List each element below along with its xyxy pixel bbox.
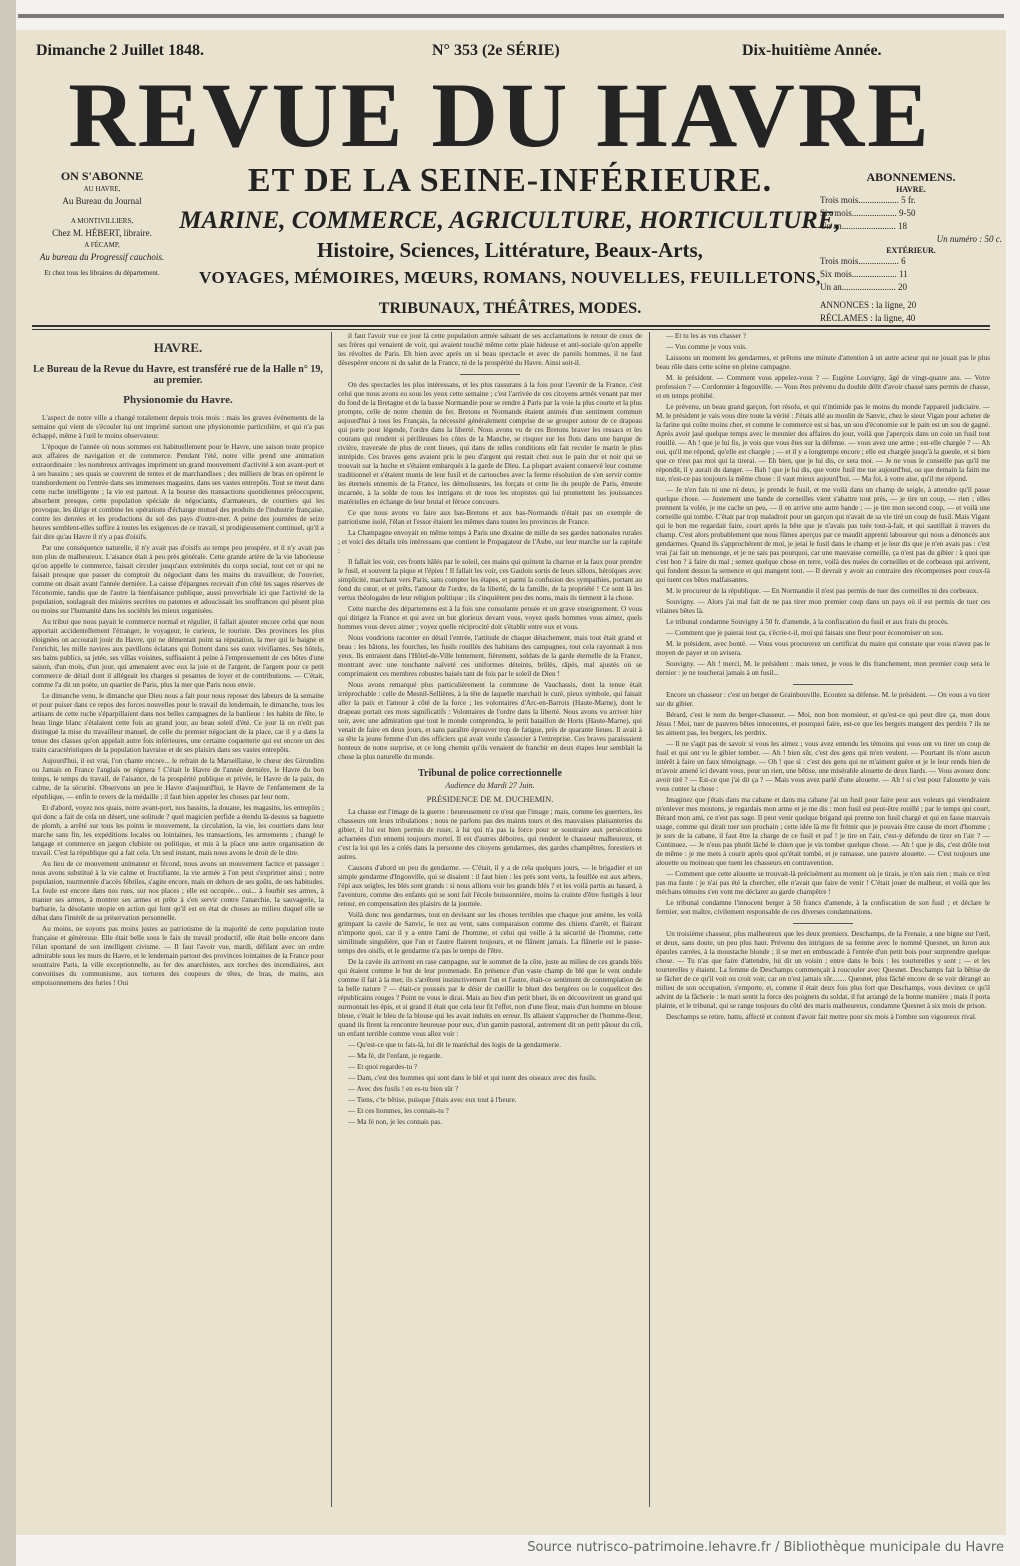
price-line: Trois mois.................. 6: [820, 256, 906, 266]
separator: [793, 684, 853, 685]
paragraph: On des spectacles les plus intéressans, et les plus rassurans à la fois pour l'avenir de la France, c'est celui que nous avons eu sous les yeux cette semaine ; c'est l'arrivée de ces citoyens armés venant par mer du fond de la Bretagne et de la basse Normandie pour se rendre à Paris par la voie la plus courte et la plus prompte, celle de notre chemin de fer. Bretons et Normands étaient animés d'un sentiment commun aujourd'hui à tous les Français, la nécessité généralement comprise de se grouper autour de ce drapeau qui porte pour légende, l'ordre dans la liberté. Nous avons vu de ces Bretons braver les ressacs et les courans qui rendent si périlleuses les côtes de la Manche, se risquer sur les flots dans une barque de rivière, traversée de plus de cent lieues, qui dans de telles conditions eût fait reculer le marin le plus intrépide. Ces braves gens avaient pris le peu d'argent qui restait chez eux le pain dur et noir qui se trouvait sur la huche et s'étaient embarqués à la garde de Dieu. La plupart avaient conservé leur costume traditionnel et s'étaient munis de leur fusil et de cartouches avec la ferme résolution de s'en servir contre les éternels ennemis de la France, les démolisseurs, les forçats et cette lie du peuple de Paris, émeute incarnée, à la solde de tous les intrigans et de tous les utopistes qui lui promettent les jouissances matérielles en échange de leur brutal et féroce concours.: [338, 381, 642, 506]
tribunal-heading: Tribunal de police correctionnelle: [418, 768, 562, 779]
paragraph: L'époque de l'année où nous sommes est habituellement pour le Havre, une saison toute propice aux affaires de navigation et de commerce. Pendant l'été, notre ville prend une animation extraordinaire : les nombreux arrivages impriment un grand mouvement d'activité à son avant-port et à ses bassins ; ses quais se couvrent de tentes et de marchandises ; des milliers de bras en opèrent le transbordement ou l'entrée dans ses immenses magasins, dans ses vastes entrepôts. Tout se meut dans cette ruche intelligente ; la vie est partout. A la bourse des transactions quotidiennes préoccupent, absorbent presque, cette population spéciale de négociants, d'armateurs, de courtiers qui les provoque, les dirige et combine les opérations d'échange mutuel des produits de l'industrie française, contre les denrées et les productions du sol des pays d'outre-mer. A peine des journées de seize heures semblent-elles suffire à toutes les exigences de ce travail, si prodigieusement continuel, qu'il a fait dire qu'au Havre il n'y a pas d'oisifs.: [32, 443, 324, 541]
issue-number: N° 353 (2e SÉRIE): [432, 42, 560, 59]
paragraph: Par une conséquence naturelle, il n'y avait pas d'oisifs au temps peu prospère, et il n'y avait pas non plus de malheureux. L'aisance était à peu près générale. Cette grande artère de la vie laborieuse qu'on appelle le commerce, faisait circuler jusqu'aux extrémités du corps social, tout cet or qui ne faisait presque que passer du comptoir du négociant dans les mains du travailleur, de l'ouvrier, comme on disait avant l'année dernière. La caisse d'épargnes recevait d'un côté les sages réserves de l'économie, tandis que de l'autre la bienfaisance publique, aussi proverbiale ici que l'activité de la population, soulageait des misères secrètes ou patentes et adoucissait les souffrances qui pèsent plus ou moins sur l'humanité dans les sociétés les mieux organisées.: [32, 544, 324, 615]
column-divider: [649, 332, 650, 1507]
paragraph: Cette marche des départemens est à la fois une consolante pensée et un grave enseignement. O vous qui dirigez la France et qui avez un but glorieux devant vous, voyez quels hommes vous aimez, quels hommes vous devez aimer ; voyez quelle réciprocité doit s'établir entre eux et vous.: [338, 605, 642, 631]
paragraph: — Il ne s'agit pas de savoir si vous les aimez ; vous avez entendu les témoins qui vous ont vu tirer un coup de fusil et qui ont vu le gibier tomber. — Ah ! bien sûr, c'est des gens qui m'en veulent. — Pourtant ils n'ont aucun intérêt à faire un faux témoignage. — Oh ! que si : c'est des gens qui ne m'aiment guère et je le leur rends bien de m'avoir amené ici devant vous, pour un rien, une bêtise, une misérable alouette de deux liards. — Vous avouez donc avoir tiré ? — Est-ce que j'ai dit ça ? — Mais vous avez parlé d'une alouette. — Ah ! si c'est pour l'alouette je vais vous conter la chose :: [656, 740, 990, 793]
paragraph: Aujourd'hui, il est vrai, l'on chante encore... le refrain de la Marseillaise, le chœur des Girondins ou Jamais en France l'anglais ne régnera ! C'était le Havre de l'année dernière, le Havre du bon temps, le temps du travail, de l'aisance, de la prospérité publique et privée, le Havre de la paix, du calme, de la sécurité. Observons un peu le Havre d'aujourd'hui, le Havre de l'enfantement de la république, — enfin le revers de la médaille ; il faut bien appeler les choses par leur nom.: [32, 757, 324, 801]
source-credit: Source nutrisco-patrimoine.lehavre.fr / Bibliothèque municipale du Havre: [527, 1540, 1004, 1555]
subscribe-line: AU HAVRE,: [83, 185, 121, 193]
paragraph: Le tribunal condamne l'innocent berger à 50 francs d'amende, à la confiscation de son fusil ; et déclare le fermier, son maître, civilement responsable de ces diverses condamnations.: [656, 899, 990, 916]
paragraph: il faut l'avoir vue ce jour là cette population armée saluant de ses acclamations le retour de ceux de ses frères qui venaient de voir, qui avaient touché même cette plaie hideuse et anti-sociale qu'on appelle les révoltes de Paris. Eh bien avec après un si beau spectacle et avec de pareils hommes, il ne faut désespérer encore ni du salut de la France, ni de la prospérité du Havre. Ainsi soit-il.: [338, 332, 642, 367]
dialogue-line: — Vus comme je vous vois.: [666, 343, 747, 351]
paragraph: De la cavée ils arrivent en rase campagne, sur le sommet de la côte, juste au milieu de ces grands blés qui étaient comme le but de leur promenade. En présence d'un vaste champ de blé que le vent ondule comme il fait à la mer, ils s'arrêtent instinctivement l'un et l'autre, était-ce sentiment de contemplation de la belle nature ? — était-ce poussés par le désir de cueillir le bluet des bergères ou le coquelicot des républicains rouges ? Point ne vous le dirai. Mais au lieu d'un petit bluet, ils en découvrirent un grand qui surmontait les épis, et si grand il était que cela leur fit l'effet, non d'une fleur, mais d'un homme en blouse bleue, c'était le bleu de la blouse qui les avait induits en erreur. Ils allaient s'approcher de l'homme-fleur, quand ils firent la rencontre heureuse pour eux, d'un gamin pastoral, autrement dit un petit pâtour du crû, un enfant terrible comme vous allez voir :: [338, 958, 642, 1038]
column-2: [338, 332, 642, 1507]
ads-price: ANNONCES : la ligne, 20: [820, 300, 917, 310]
paragraph: Au moins, ne soyons pas moins justes au patriotisme de la majorité de cette population toute française et généreuse. Elle était belle sous le faix du travail productif, elle était belle encore dans l'élan spontané de son intelligent civisme. — Il faut l'avoir vue, mardi, défilant avec un ordre admirable sous les murs du Havre, et le lendemain partout des provinces lointaines de la France pour soustraire Paris, la ville exceptionnelle, au fer des anarchistes, aux torches des incendiaires, aux convoitises du communisme, aux tortures des coupeurs de têtes, de bras, de mains, aux empoisonnemens des furies ! Oui: [32, 925, 324, 987]
subscribe-line: A MONTIVILLIERS,: [70, 217, 134, 225]
price-line: Un an........................ 18: [820, 221, 907, 231]
single-issue-price: Un numéro : 50 c.: [936, 234, 1002, 244]
paragraph: Au tribut que nous payait le commerce normal et régulier, il fallait ajouter encore celui que nous apportait accidentellement l'étranger, le voyageur, le curieux, le touriste. Des provinces les plus éloignées on accourait jouir du Havre, qui ne démentait point sa réputation, la mer qui le baigne et l'enrichit, les mille navires aux pavillons éclatans qui flottent dans ses eaux vivifiantes. Ses hôtels, ses bains publics, sa jetée, ses villas voisines, suffisaient à peine à l'empressement de ces hôtes d'une saison, d'un mois, d'un jour, qui amenaient avec eux la joie et de l'argent, de l'argent pour ce petit commerce de détail dont il allégeait les charges si pesantes de loyer et de contributions. — C'était, comme l'a dit un poète, un quartier de Paris, plus la mer que Paris nous envie.: [32, 618, 324, 689]
dialogue-line: — Qu'est-ce que tu fais-là, lui dit le maréchal des logis de la gendarmerie.: [348, 1041, 562, 1049]
paragraph: Imaginez que j'étais dans ma cabane et dans ma cabane j'ai un fusil pour faire peur aux voleurs qui viendraient m'enlever mes moutons, je regardais mon arme et je me dis : mon fusil est peut-être rouillé ; par le temps qui court, Bérard mon ami, ce n'est pas sage. Il peut venir quelque brigand qui prenne ton fusil chargé et qui en fasse mauvais usage, comme qui dirait tuer son prochain ; cette idée là me fit frémir que je pouvais être cause de mort d'homme ; je sors de la cabane, il faut être la charge de ce fusil et paf ! je tire en l'air, c'est-y défendu de tirer en l'air ? — Continuez. — Je n'eus pas plutôt lâché le chien que je vis tomber quelque chose. — Ah ! que je dis, c'est drôle tout de même : je me mets à courir après quoi qu'était tombé, et je ramasse, une pauvre alouette. — C'est toujours une alouette ou moineau que tuent les chasseurs en contravention.: [656, 796, 990, 867]
paragraph: — Je n'en fais ni une ni deux, je prends le fusil, et me voilà dans un champ de seigle, à attendre qu'il passe quelque chose. — Justement une bande de corneilles vient s'abattre tout près, — je tire un coup, — rien ; elles prennent la volée, je me cache un peu, — il en arrive une autre bande ; — je tire mon second coup, — et voilà une corneille qui tombe. C'était par trop maladroit pour un garçon qui n'avait de sa vie tiré un coup de fusil. Mais Vigant qui le bon me regardait faire, court après la bête que je n'avais pas tuée tout-à-fait, et qui sautillait à travers du champ. C'est alors probablement que nous fûmes aperçus par ce maudit apprenti laboureur qui nous a dénoncés aux gendarmes. Quand ils s'approchèrent de moi, je jetai le fusil dans le champ et je leur dis que je n'en avais pas : c'est vrai j'ai fait un mensonge, et je ne sais pas pourquoi, car une mauvaise corneille, ça n'est pas du gibier : à quoi que c'est bon ? à faire du mal ; semez quelque chose en terre, voilà des nuées de corneilles et de corbeaux qui arrivent, qui fondent dessus la semence et qui mangent tout. — Il devrait y avoir au contraire des récompenses pour ceux-là qui tuent ces bêtes malfaisantes.: [656, 486, 990, 584]
dialogue-line: — Ma fé, dit l'enfant, je regarde.: [348, 1052, 443, 1060]
dialogue-line: — Avec des fusils ! en es-tu bien sûr ?: [348, 1085, 459, 1093]
dialogue-line: — Et quoi regardes-tu ?: [348, 1063, 418, 1071]
dialogue-line: — Et tu les as vus chasser ?: [666, 332, 747, 340]
paragraph: Deschamps se retire, battu, affecté et content d'avoir fait mettre pour six mois à l'ombre son vigoureux rival.: [666, 1013, 977, 1021]
header-rule: [32, 325, 990, 327]
paragraph: Nous voudrions raconter en détail l'entrée, l'attitude de chaque détachement, mais tout était grand et beau : les bâtons, les fourches, les fusils rouillés des habitans des campagnes, tout cela rayonnait à nos yeux. Ils entraient dans l'Hôtel-de-Ville lentement, fièrement, soldats de la garde éternelle de la France, montrant avec une touchante naïveté ces uniformes déteints, brûlés, râpés, mal ajustés où se comprimaient ces membres robustes baisés tant de fois par le soleil de Dieu !: [338, 634, 642, 678]
price-line: Un an........................ 20: [820, 282, 907, 292]
paragraph: Causons d'abord un peu du gendarme. — C'était, il y a de cela quelques jours, — le brigadier et un simple gendarme d'Ingouville, qui se disaient : il faut bien : les prés sont verts, la feuillée est aux arbres, l'épi aux seigles, les blés sont grands : si nous allions voir les grands blés ? et les voilà partis au hasard, à l'aventure, comme des enfants qui se sont fait l'école buissonnière, moins la crainte d'être fustigés à leur retour, en compensation des plaisirs de la journée.: [338, 864, 642, 908]
paragraph: Le prévenu, un beau grand garçon, fort résolu, et qui n'intimide pas le moins du monde l'appareil judiciaire. — M. le président je vais vous dire toute la vérité : J'étais allé au moulin de Sanvic, chez le sieur Vigan pour acheter de la farine qui coûte moins cher, et comme le commerce est si bas, un sou d'économie sur le pain est un sou de gagné. Après avoir jasé quelque temps avec le meunier des affaires du jour, voilà que j'aperçois dans un coin un fusil tout rouillé. — Ah ! que je lui fis, je vois que vous êtes sur la défense. — vous avez une arme ; est-elle chargée ? — Ah oui, qu'il me répond, qu'elle est chargée ; — et il y a longtemps encore ; elle est chargée jusqu'à la gueule, et si bien que ce n'est pas moi qui la tirerai. — Eh bien, que je lui dis, ce sera moi. — Je ne vous le conseille pas qu'il me répondit, il y aurait du danger. — Bah ! que je lui dis, que votre fusil me tue aujourd'hui, ou que demain la faim me tue, n'est-ce pas toujours la même chose : il vaut mieux aujourd'hui. — Ma foi, à votre aise, qu'il me répond.: [656, 403, 990, 483]
header-rule-thin: [32, 329, 990, 330]
top-rule: [18, 14, 1004, 18]
paragraph: Laissons un moment les gendarmes, et prêtons une minute d'attention à un autre acteur qui ne jouait pas le plus beau rôle dans cette scène en pleine campagne.: [656, 354, 990, 371]
issue-year: Dix-huitième Année.: [742, 42, 882, 59]
paragraph: M. le procureur de la république. — En Normandie il n'est pas permis de tuer des corneilles ni des corbeaux.: [666, 587, 979, 595]
paragraph: Ce que nous avons vu faire aux bas-Bretons et aux bas-Normands n'était pas un exemple de patriotisme isolé, l'élan et l'essor étaient les mêmes dans toutes les provinces de France.: [338, 509, 642, 526]
paragraph: Il fallait les voir, ces fronts hâlés par le soleil, ces mains qui quittent la charrue et la faux pour prendre le fusil, et souvent la pique et l'épieu ! Il fallait les voir, ces Gaulois sortis de leurs sillons, héroïques avec simplicité, marchant vers Paris, sans compter les étapes, et parmi la confusion des sympathies, portant au fond du cœur, et et prêts, l'amour de l'ordre, de la liberté, de la famille, de la propriété ! Ce sont là les vertus théologales de leur religion politique ; ils s'inquiètent peu des noms, mais ils tiennent à la chose.: [338, 558, 642, 602]
column-3: [656, 332, 990, 1507]
paragraph: Au lieu de ce mouvement animateur et fécond, nous avons un mouvement factice et passager : nous avons substitué à la vie calme et fructifiante, la vie armée à l'on peut s'exprimer ainsi ; notre population, tourmentée d'accès fébriles, s'agite encore, mais en dehors de ses goûts, de ses habitudes. La foule est encore dans nos rues, sur nos places ; elle est occupée... oui... à fourbir ses armes, à manier ses armes, à montrer ses armes et prête à s'en servir contre l'anarchie, la sauvagerie, la barbarie, la désolante utopie en action qui font qu'il est en état de choses au milieu duquel elle se débat dans l'intérêt de sa préservation personnelle.: [32, 860, 324, 922]
paragraph: La chasse est l'image de la guerre : heureusement ce n'est que l'image ; mais, comme les guerriers, les chasseurs ont leurs tribulations ; nous ne parlons pas des maints tours et des mauvaises plaisanteries du gibier, il lui est bien permis de ruser, à lui qui n'a pas la force pour se soustraire aux persécutions acharnées d'un ennemi toujours mortel. Il est d'autres déboires, qui rendent le chasseur malheureux, et c'est la loi qui les a créés dans la personne des citoyens gendarmes, des gardes champêtres, forestiers et autres.: [338, 808, 642, 861]
dialogue-line: — Et ces hommes, les connais-tu ?: [348, 1107, 449, 1115]
price-info: [820, 170, 1002, 325]
price-line: Trois mois.................. 5 fr.: [820, 195, 916, 205]
subscription-info: [22, 170, 182, 279]
column-divider: [331, 332, 332, 1507]
subscribe-heading: ON S'ABONNE: [60, 169, 144, 183]
audience-date: Audience du Mardi 27 Juin.: [445, 781, 535, 790]
subscribe-line: Au Bureau du Journal: [62, 196, 142, 206]
paragraph: — Comment que cette alouette se trouvait-là précisément au moment où je tirais, je n'en sais rien ; mais ce n'est pas ma faute : je n'ai pas été la chercher, elle n'avait que faire de venir ! C'était jouer de malheur, et voilà que les méchans témoins s'en vont me déclarer au garde champêtre !: [656, 870, 990, 896]
masthead-topics-2: Histoire, Sciences, Littérature, Beaux-Arts,: [317, 238, 703, 262]
paragraph: Bérard, c'est le nom du berger-chasseur. — Moi, non bon monsieur, et qu'est-ce qui peut dire ça, mon doux Jésus ! Moi, tuer de pauvres bêtes innocentes, et pourquoi faire, est-ce que les bergers mangent des perdrix ? ils ne les aiment pas, les bergers, les perdrix.: [656, 711, 990, 737]
paragraph: M. le président. — Comment vous appelez-vous ? — Eugène Louvigny, âgé de vingt-quatre ans. — Votre profession ? — Cordonnier à Ingouville. — Vous êtes prévenu du double délit d'avoir chassé sans permis de chasse, et en temps prohibé.: [656, 374, 990, 400]
masthead-title: REVUE DU HAVRE: [68, 64, 932, 166]
subscribe-line: Au bureau du Progressif cauchois.: [39, 252, 165, 262]
presidency: PRÉSIDENCE DE M. DUCHEMIN.: [426, 794, 554, 804]
paragraph: Le tribunal condamne Souvigny à 50 fr. d'amende, à la confiscation du fusil et aux frais du procès.: [666, 618, 949, 626]
paragraph: M. le président, avec bonté. — Vous vous procurerez un certificat du maire qui constate que vous n'avez pas le moyen de payer et on avisera.: [656, 640, 990, 657]
paragraph: Souvigny. — Alors j'ai mal fait de ne pas tirer mon premier coup dans un pays où il est permis de tuer ces vilaines bêtes là.: [656, 598, 990, 615]
prices-havre-heading: HAVRE.: [896, 185, 926, 194]
prices-heading: ABONNEMENS.: [866, 170, 956, 184]
section-heading: HAVRE.: [153, 340, 203, 355]
masthead-topics-4: TRIBUNAUX, THÉÂTRES, MODES.: [378, 300, 642, 317]
paragraph: Un troisième chasseur, plus malheureux que les deux premiers. Deschamps, de la Frenaie, a une bigne sur l'œil, et deux, sans doute, un peu plus haut. Prévenu des intrigues de sa femme avec le nommé Quesnet, un luron aux épaules carrées, à la moustache blonde ; il se met en embuscade à l'entrée d'un petit bois pour surprendre quelque chose. — Tu n'as que faire d'attendre, lui dit un voisin ; entre dans le bois : les tourterelles y sont ; — et les tourterelles y étaient. La femme de Deschamps commençait à roucouler avec Quesnet. Deschamps fait la bêtise de se fâcher de ce qu'il voit ou croit voir, car on n'est jamais sûr........ Quesnet, plus fâché encore de se voir dérangé au milieu de son occupation, s'emporte, et, comme il était deux fois plus fort que Deschamps, vous devinez ce qu'il advint de la fâcherie : le mari sentit la force des poignets du soldat, il fut arrangé de la bonne manière ; mais il porta plainte, et le tribunal, qui se range toujours du côté des maris malheureux, condamne Quesnet à six mois de prison.: [656, 930, 990, 1010]
notice-heading: Le Bureau de la Revue du Havre, est transféré rue de la Halle n° 19, au premier.: [33, 364, 323, 386]
paragraph: La Champagne envoyait en même temps à Paris une dixaine de mille de ses gardes nationales rurales ; et voici des détails très intéressans que contient le Propagateur de l'Aube, sur leur marche sur la capitale :: [338, 529, 642, 555]
masthead-topics-3: VOYAGES, MÉMOIRES, MŒURS, ROMANS, NOUVELLES, FEUILLETONS,: [199, 268, 821, 287]
separator: [793, 923, 853, 924]
paragraph: Encore un chasseur : c'est un berger de Grainbouville. Ecoutez sa défense. M. le président. — On vous a vu tirer sur du gibier.: [656, 691, 990, 708]
paragraph: Et d'abord, voyez nos quais, notre avant-port, nos bassins, la douane, les magasins, les entrepôts ; qui donc a fait de cela un désert, une solitude ? quel magicien perfide a étendu là-dessus sa baguette de plomb, a arrêté sur tous les points le mouvement, la circulation, la vie, les courtiers dans leur marche sans fin, les expéditions locales ou lointaines, les transactions, les armements ; changé le langage et commerce en jargon clubiste ou politique, et mis à la place une autre organisation de travail. C'est la république qui a fait cela. Un seul instant, mais nous avons le droit de le dire.: [32, 804, 324, 857]
paragraph: Nous avons remarqué plus particulièrement la commune de Vauchassis, dont la tenue était irréprochable : celle de Mesnil-Sellières, à la tête de laquelle marchait le curé, pieux symbole, qui faisait aller la paix et l'amour à côté de la force ; les volontaires d'Arc-en-Barrois (Haute-Marne), dont le drapeau portait ces mots significatifs : Volontaires de l'ordre dans la liberté. Nous avons vu arriver hier soir, avec une admiration que tout le monde comprendra, le petit bataillon de Horts (Haute-Marne), qui venait de faire en deux jours, et sans paraître éprouver trop de fatigue, près de quarante lieues. Il avait à sa tête la jeune femme d'un des officiers qui avait voulu s'associer à l'entreprise. Ces braves paraissaient honteux de notre surprise, et ce long chemin qu'ils venaient de franchir en deux étapes leur semblait la chose la plus naturelle du monde.: [338, 681, 642, 761]
masthead-topics-1: MARINE, COMMERCE, AGRICULTURE, HORTICULTURE,: [179, 207, 841, 234]
article-title: Physionomie du Havre.: [123, 394, 233, 406]
price-line: Six mois.................... 11: [820, 269, 908, 279]
notice-price: RÉCLAMES : la ligne, 40: [820, 313, 916, 323]
dialogue-line: — Ma fé non, je les connais pas.: [348, 1118, 443, 1126]
column-1: [32, 332, 324, 1507]
paragraph: — Comment que je paierai tout ça, s'écrie-t-il, moi qui faisais une fleur pour économiser un sou.: [666, 629, 944, 637]
separator: [460, 374, 520, 375]
dialogue-line: — Dam, c'est des hommes qui sont dans le blé et qui tuent des oiseaux avec des fusils.: [348, 1074, 597, 1082]
masthead-subtitle: ET DE LA SEINE-INFÉRIEURE.: [247, 162, 773, 199]
paragraph: Voilà donc nos gendarmes, tout en devisant sur les choses terribles que chaque jour amène, les voilà grimpant la cavée de Sanvic, le nez au vent, sans comparaison comme des chiens d'arrêt, et flairant n'importe quoi, car il y a entre l'ami de l'homme, et celui qui veille à la sécurité de l'homme, cette similitude singulière, que l'un et l'autre flairent toujours, et ne flânent jamais. La flânerie est le passe-temps des oisifs, et le gendarme n'a pas le temps de l'être.: [338, 911, 642, 955]
subscribe-line: A FÉCAMP,: [84, 241, 120, 249]
dialogue-line: — Tiens, c'te bêtise, puisque j'étais avec eux tout à l'heure.: [348, 1096, 517, 1104]
subscribe-line: Et chez tous les libraires du département.: [44, 269, 160, 277]
paragraph: Le dimanche venu, le dimanche que Dieu nous a fait pour nous reposer des labeurs de la semaine et pour puiser dans ce repos des forces nouvelles pour le travail du lendemain, le dimanche, tous les artisans de cette ruche s'éparpillaient dans nos belles campagnes de la banlieue : les habits de fête, le beau linge blanc s'étalaient cette fois au grand jour, au beau soleil d'été. Ce jour là on n'eût pas distingué la mise du travailleur manuel, de celle du premier négociant de la place, car il y a dans la tenue des classes qu'on appelait autre fois inférieures, une certaine coquetterie qui est encore un des traits caractéristiques de la population havraise et de ses plaisirs dans ses vastes entrepôts.: [32, 692, 324, 754]
prices-ext-heading: EXTÉRIEUR.: [886, 246, 936, 255]
paragraph: L'aspect de notre ville a changé totalement depuis trois mois : mais les graves événements de la semaine qui vient de s'écouler lui ont imprimé surtout une physionomie particulière, et qui n'a pas échappé, même à l'œil le moins observateur.: [32, 414, 324, 440]
subscribe-line: Chez M. HÉBERT, libraire.: [52, 228, 152, 238]
paragraph: Souvigny. — Ah ! merci, M. le président : mais tenez, je vous le dis franchement, mon premier coup sera le dernier : je ne toucherai jamais à un fusil...: [656, 660, 990, 677]
issue-date: Dimanche 2 Juillet 1848.: [36, 42, 204, 59]
price-line: Six mois.................... 9-50: [820, 208, 916, 218]
